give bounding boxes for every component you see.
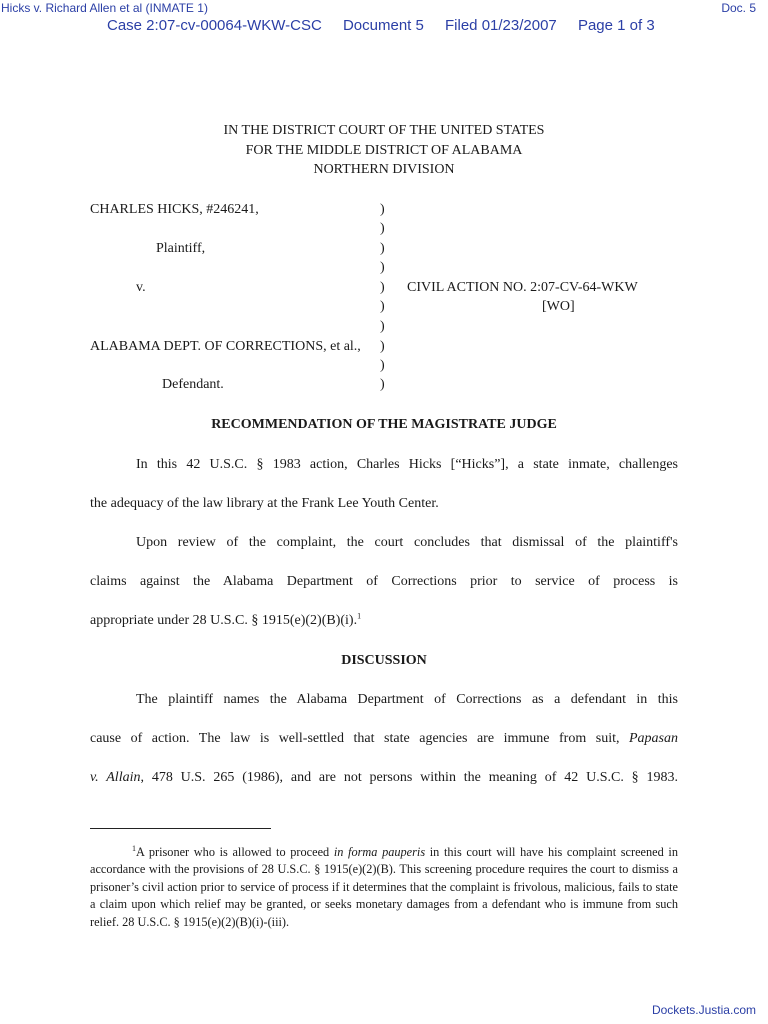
discussion-line-3-text: , 478 U.S. 265 (1986), and are not persons within the meaning of 42 U.S.C. § 1983. [140,770,678,785]
intro-line-3: Upon review of the complaint, the court concludes that dismissal of the plaintiff's [136,535,678,550]
footnote-marker: 1 [132,843,136,853]
document-title-link[interactable]: Hicks v. Richard Allen et al (INMATE 1) [1,1,208,15]
document-number: Document 5 [342,17,424,34]
intro-line-4: claims against the Alabama Department of Corrections prior to service of process is [90,574,678,589]
document-title: RECOMMENDATION OF THE MAGISTRATE JUDGE [211,417,557,432]
discussion-line-3 [90,770,678,786]
caption-paren: ) [380,202,385,217]
caption-paren: ) [380,299,385,314]
case-citation-allain: v. Allain [90,770,141,785]
caption-paren: ) [380,260,385,275]
filed-date: Filed 01/23/2007 [445,17,557,34]
discussion-heading: DISCUSSION [341,653,427,668]
civil-action-number: CIVIL ACTION NO. 2:07-CV-64-WKW [407,280,638,295]
intro-line-5 [90,613,678,629]
footnote-reference: 1 [357,611,362,621]
discussion-line-2-text: cause of action. The law is well-settled that state agencies are immune from suit, [90,731,629,746]
page-indicator: Page 1 of 3 [577,17,655,34]
court-heading-line-1: IN THE DISTRICT COURT OF THE UNITED STATES [223,123,545,138]
plaintiff-name: CHARLES HICKS, #246241, [90,202,259,217]
caption-paren: ) [380,221,385,236]
caption-paren: ) [380,280,385,295]
justia-footer-link[interactable]: Dockets.Justia.com [651,1003,756,1017]
footnote-rule [90,828,271,829]
case-number: Case 2:07-cv-00064-WKW-CSC [107,17,322,34]
caption-paren: ) [380,377,385,392]
intro-line-2: the adequacy of the law library at the Frank Lee Youth Center. [90,496,439,511]
wo-designation: [WO] [542,299,575,314]
caption-paren: ) [380,319,385,334]
footnote-text [90,844,678,931]
footnote-text-b: in this court will have his complaint screened in accordance with the provisions of 28 U.S.C. § 1915(e)(2)(B). This screening procedure requires the court to dismiss a prisoner’s civil action prior to service of process if it determines that the complaint is frivolous, malicious, fails to state a claim upon which relief may be granted, or seeks monetary damages from a defendant who is immune from such relief. 28 U.S.C. § 1915(e)(2)(B)(i)-(iii). [90,845,678,929]
caption-paren: ) [380,358,385,373]
case-header [107,17,672,34]
versus: v. [136,280,146,295]
intro-line-1: In this 42 U.S.C. § 1983 action, Charles Hicks [“Hicks”], a state inmate, challenges [136,457,678,472]
discussion-line-1: The plaintiff names the Alabama Department of Corrections as a defendant in this [136,692,678,707]
footnote-italic: in forma pauperis [333,845,426,859]
intro-line-5-text: appropriate under 28 U.S.C. § 1915(e)(2)(B)(i). [90,613,358,628]
defendant-name: ALABAMA DEPT. OF CORRECTIONS, et al., [90,339,361,354]
case-citation-papasan: Papasan [629,731,678,746]
court-heading-line-3: NORTHERN DIVISION [313,162,455,177]
caption-paren: ) [380,339,385,354]
doc-number-link[interactable]: Doc. 5 [721,1,756,15]
plaintiff-role: Plaintiff, [156,241,206,256]
discussion-line-2 [90,731,678,747]
caption-paren: ) [380,241,385,256]
court-heading-line-2: FOR THE MIDDLE DISTRICT OF ALABAMA [245,143,523,158]
defendant-role: Defendant. [162,377,224,392]
footnote-text-a: A prisoner who is allowed to proceed [136,845,334,859]
